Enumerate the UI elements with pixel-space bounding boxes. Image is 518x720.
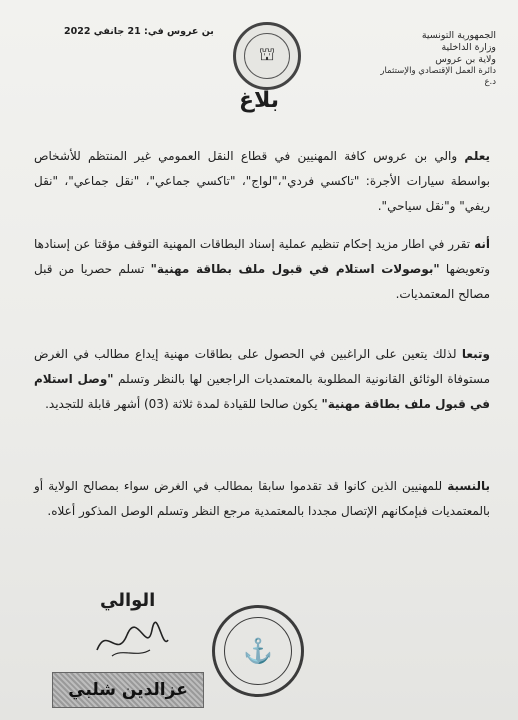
paragraph-3 bbox=[34, 342, 490, 417]
department-name: دائرة العمل الإقتصادي والإستثمار bbox=[380, 66, 496, 76]
paragraph-4 bbox=[34, 474, 490, 524]
paragraph-2-lead: أنه bbox=[474, 237, 490, 251]
governorate-emblem-icon: ⛫ bbox=[233, 22, 301, 90]
paragraph-2-bold: "بوصولات استلام في قبول ملف بطاقة مهنية" bbox=[150, 262, 440, 276]
paragraph-1-text: والي بن عروس كافة المهنيين في قطاع النقل العمومي غير المنتظم للأشخاص بواسطة سيارات الأجرة: "تاكسي فردي"،"لواج"، "تاكسي جماعي"، "نقل جماعي"، "نقل ريفي" و"نقل سياحي". bbox=[34, 149, 490, 213]
ministry-name: وزارة الداخلية bbox=[441, 42, 496, 53]
paragraph-3-bold: "وصل استلام في قبول ملف بطاقة مهنية" bbox=[34, 372, 490, 411]
letterhead bbox=[356, 30, 496, 88]
official-seal-icon: ⚓ bbox=[212, 605, 304, 697]
paragraph-2-tail: تسلم حصريا من قبل مصالح المعتمديات. bbox=[34, 262, 490, 301]
document-title: بلاغ bbox=[239, 88, 279, 113]
governorate-name: ولاية بن عروس bbox=[435, 54, 496, 65]
paragraph-2 bbox=[34, 232, 490, 307]
republic-name: الجمهورية التونسية bbox=[421, 30, 496, 41]
paragraph-3-text: لذلك يتعين على الراغبين في الحصول على بطاقات مهنية إيداع مطالب في الغرض مستوفاة الوثائق القانونية المطلوبة بالمعتمديات الراجعين لها بالنظر وتسلم bbox=[34, 347, 490, 386]
paragraph-1-lead: يعلم bbox=[464, 149, 490, 163]
reference-code: د.ع bbox=[484, 77, 496, 87]
paragraph-3-lead: وتبعا bbox=[461, 347, 490, 361]
paragraph-4-text: للمهنيين الذين كانوا قد تقدموا سابقا بمطالب في الغرض سواء بمصالح الولاية أو بالمعتمديات فبإمكانهم الإتصال مجددا بالمعتمدية مرجع النظر وتسلم الوصل المذكور أعلاه. bbox=[34, 479, 490, 518]
signatory-name-stamp: عزالدين شلبي bbox=[52, 672, 204, 708]
signatory-title: الوالي bbox=[100, 590, 156, 611]
document-date: بن عروس في: 21 جانفي 2022 bbox=[64, 26, 214, 37]
paragraph-3-tail: يكون صالحا للقيادة لمدة ثلاثة (03) أشهر قابلة للتجديد. bbox=[45, 397, 322, 411]
paragraph-1 bbox=[34, 144, 490, 219]
paragraph-2-text: تقرر في اطار مزيد إحكام تنظيم عملية إسناد البطاقات المهنية التوقف مؤقتا عن إسنادها وتعويضها bbox=[34, 237, 490, 276]
handwritten-signature-icon bbox=[92, 620, 172, 662]
paragraph-4-lead: بالنسبة bbox=[447, 479, 490, 493]
